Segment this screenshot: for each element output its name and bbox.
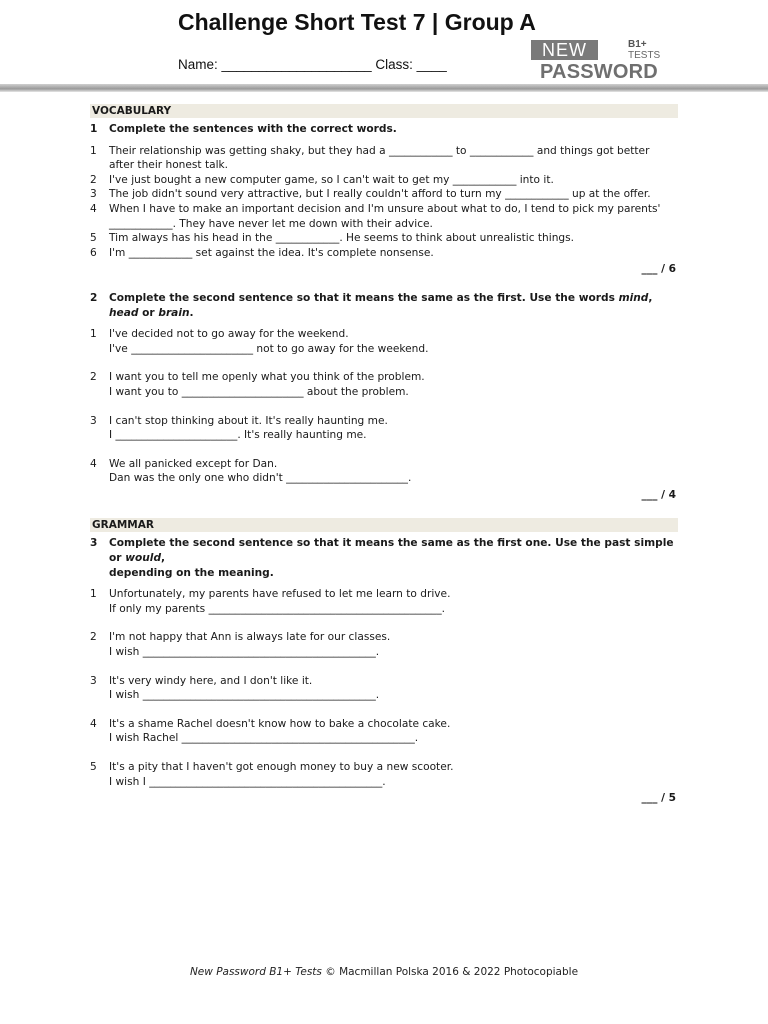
item-number: 6 (90, 246, 97, 259)
first-sentence: I can't stop thinking about it. It's really haunting me. (109, 414, 388, 427)
item-number: 4 (90, 202, 97, 215)
keyword: would (125, 552, 162, 565)
list-item (90, 717, 678, 746)
question-number: 2 (90, 291, 98, 304)
first-sentence: It's a shame Rachel doesn't know how to bake a chocolate cake. (109, 717, 451, 730)
footer-title: New Password B1+ Tests (189, 966, 322, 978)
logo-password-label: PASSWORD (540, 61, 658, 83)
first-sentence: I've decided not to go away for the weekend. (109, 328, 349, 341)
list-item (90, 173, 678, 188)
question-1-items (90, 144, 678, 261)
first-sentence: We all panicked except for Dan. (109, 457, 278, 470)
item-text: ____________. They have never let me down with their advice. (109, 217, 433, 230)
second-sentence: I wish ____________________________________________. (109, 646, 380, 659)
instruction-text: depending on the meaning. (109, 566, 274, 579)
keyword: mind (618, 291, 649, 304)
instruction-text: Complete the second sentence so that it means the same as the first one. Use the past simple or (109, 537, 674, 565)
item-number: 5 (90, 232, 97, 245)
second-sentence: I wish ____________________________________________. (109, 689, 380, 702)
first-sentence: It's very windy here, and I don't like it. (109, 674, 313, 687)
second-sentence: Dan was the only one who didn't _______________________. (109, 472, 412, 485)
item-number: 4 (90, 717, 97, 730)
list-item (90, 630, 678, 659)
list-item (90, 674, 678, 703)
question-2-instruction (90, 291, 678, 320)
second-sentence: If only my parents ____________________________________________. (109, 602, 445, 615)
test-content (90, 104, 678, 806)
first-sentence: I want you to tell me openly what you think of the problem. (109, 371, 425, 384)
question-3-items (90, 587, 678, 789)
question-1-instruction (90, 122, 678, 137)
item-number: 1 (90, 588, 97, 601)
score-box: ___ / 5 (641, 792, 676, 805)
section-heading-vocabulary: VOCABULARY (90, 104, 678, 118)
list-item (90, 231, 678, 246)
item-number: 3 (90, 188, 97, 201)
question-number: 3 (90, 537, 98, 550)
item-text: I've just bought a new computer game, so I can't wait to get my ____________ into it. (109, 173, 554, 186)
list-item (90, 370, 678, 399)
question-number: 1 (90, 123, 98, 135)
instruction-text: Complete the second sentence so that it means the same as the first. Use the words (109, 291, 619, 304)
second-sentence: I've _______________________ not to go away for the weekend. (109, 342, 429, 355)
item-number: 2 (90, 631, 97, 644)
logo-new-label: NEW (531, 40, 598, 60)
instruction-end: , (161, 552, 166, 565)
list-item (90, 760, 678, 789)
name-class-line: Name: ____________________ Class: ____ (178, 57, 447, 72)
section-heading-grammar: GRAMMAR (90, 518, 678, 532)
item-number: 3 (90, 674, 97, 687)
page-header (0, 0, 768, 92)
item-number: 1 (90, 328, 97, 341)
list-item (90, 144, 678, 173)
item-text: Their relationship was getting shaky, but they had a ____________ to ____________ and things got better (109, 144, 650, 157)
score-box: ___ / 6 (641, 263, 676, 276)
item-number: 5 (90, 761, 97, 773)
keyword: head (109, 306, 139, 319)
logo-level-label: B1+ (628, 39, 647, 50)
question-2-items (90, 327, 678, 486)
footer-copyright: © Macmillan Polska 2016 & 2022 Photocopiable (321, 966, 579, 978)
item-number: 4 (90, 457, 97, 470)
first-sentence: I'm not happy that Ann is always late for our classes. (109, 631, 391, 644)
list-item (90, 202, 678, 231)
item-text: Tim always has his head in the ____________. He seems to think about unrealistic things. (109, 232, 575, 245)
second-sentence: I _______________________. It's really haunting me. (109, 429, 367, 442)
list-item (90, 187, 678, 202)
list-item (90, 327, 678, 356)
keyword: brain (158, 306, 190, 319)
second-sentence: I want you to _______________________ about the problem. (109, 385, 409, 398)
first-sentence: Unfortunately, my parents have refused to let me learn to drive. (109, 588, 451, 601)
list-item (90, 246, 678, 261)
page-footer (0, 966, 768, 978)
page-title: Challenge Short Test 7 | Group A (178, 9, 536, 35)
new-password-logo (531, 40, 671, 84)
item-number: 3 (90, 414, 97, 427)
item-text: after their honest talk. (109, 159, 229, 172)
item-number: 2 (90, 173, 97, 186)
instruction-separator: , (648, 291, 653, 304)
item-number: 2 (90, 371, 97, 384)
question-3-instruction (90, 536, 678, 580)
list-item (90, 457, 678, 486)
instruction-end: . (189, 306, 194, 319)
item-number: 1 (90, 144, 97, 157)
second-sentence: I wish Rachel ____________________________________________. (109, 732, 419, 745)
header-divider (0, 84, 768, 92)
instruction-text: Complete the sentences with the correct words. (109, 123, 397, 135)
list-item (90, 587, 678, 616)
score-box: ___ / 4 (641, 488, 676, 501)
item-text: When I have to make an important decision and I'm unsure about what to do, I tend to pick my parents' (109, 202, 661, 215)
list-item (90, 414, 678, 443)
instruction-separator: or (138, 306, 159, 319)
item-text: I'm ____________ set against the idea. It's complete nonsense. (109, 246, 434, 259)
second-sentence: I wish I ____________________________________________. (109, 775, 386, 788)
item-text: The job didn't sound very attractive, but I really couldn't afford to turn my ____________ up at the offer. (109, 188, 651, 201)
logo-tests-label: TESTS (628, 50, 661, 61)
first-sentence: It's a pity that I haven't got enough money to buy a new scooter. (109, 761, 454, 773)
